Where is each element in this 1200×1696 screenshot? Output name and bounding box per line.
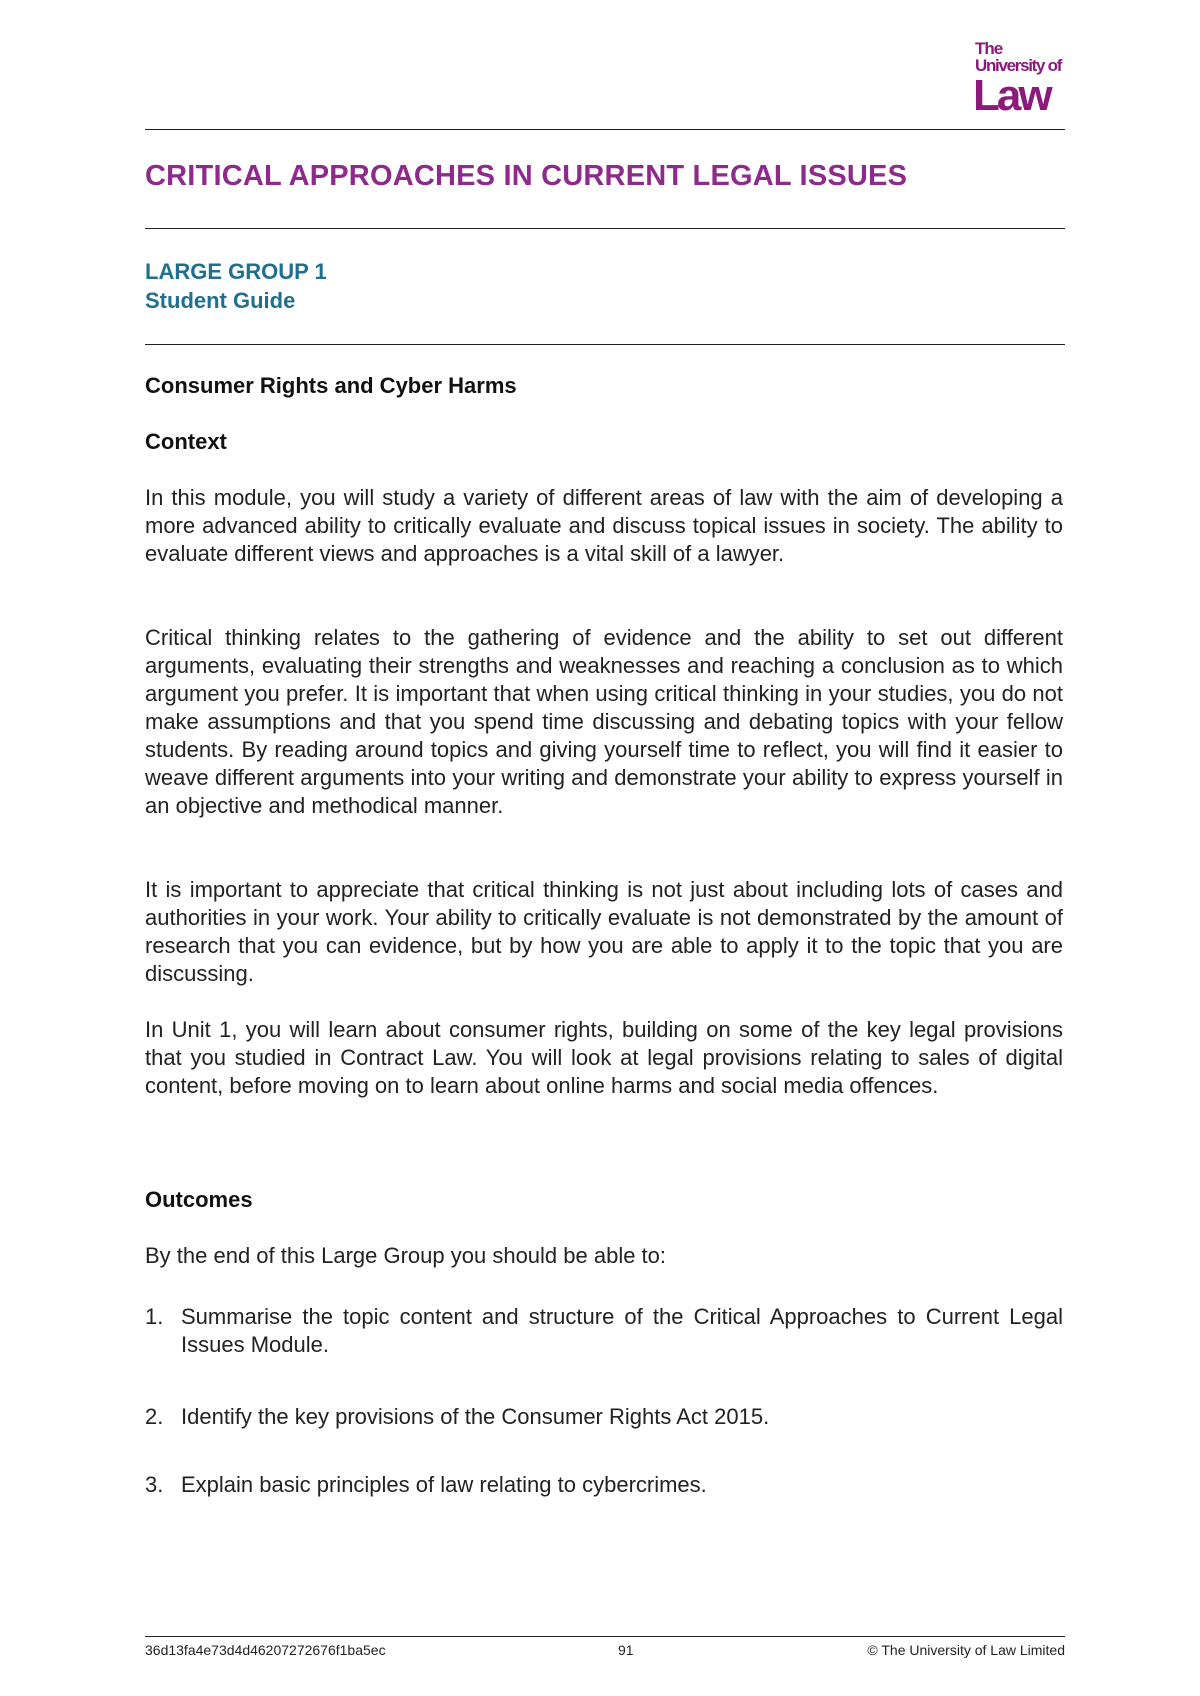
- outcome-number: 3.: [145, 1472, 164, 1497]
- logo-line-1: The: [975, 39, 1003, 58]
- university-logo: [973, 39, 1070, 120]
- outcome-number: 2.: [145, 1404, 164, 1429]
- topic-heading: Consumer Rights and Cyber Harms: [145, 373, 517, 398]
- outcomes-heading: Outcomes: [145, 1187, 253, 1212]
- header-divider-middle: [145, 228, 1065, 229]
- footer-doc-id: 36d13fa4e73d4d46207272676f1ba5ec: [145, 1642, 386, 1658]
- logo-line-3: Law: [973, 71, 1050, 120]
- context-paragraph-3: It is important to appreciate that critical thinking is not just about including lots of cases and authorities in your work. Your ability to critically evaluate is not demonstrated by the amount of research that you can evidence, but by how you are able to apply it to the topic that you are discussing.: [145, 877, 1063, 986]
- outcome-text: Explain basic principles of law relating to cybercrimes.: [181, 1472, 707, 1497]
- outcome-text: Identify the key provisions of the Consumer Rights Act 2015.: [181, 1404, 770, 1429]
- footer-divider: [145, 1636, 1065, 1637]
- outcome-number: 1.: [145, 1304, 164, 1329]
- guide-label: Student Guide: [145, 288, 296, 313]
- document-title: CRITICAL APPROACHES IN CURRENT LEGAL ISSUES: [145, 160, 908, 192]
- context-paragraph-2: Critical thinking relates to the gathering of evidence and the ability to set out different arguments, evaluating their strengths and weaknesses and reaching a conclusion as to which argument you prefer. It is important that when using critical thinking in your studies, you do not make assumptions and that you spend time discussing and debating topics with your fellow students. By reading around topics and giving yourself time to reflect, you will find it easier to weave different arguments into your writing and demonstrate your ability to express yourself in an objective and methodical manner.: [145, 625, 1063, 818]
- group-label: LARGE GROUP 1: [145, 259, 327, 284]
- outcomes-intro: By the end of this Large Group you should be able to:: [145, 1243, 667, 1268]
- subtitle-block: [145, 257, 327, 315]
- context-heading: Context: [145, 429, 227, 454]
- context-paragraph-4: In Unit 1, you will learn about consumer rights, building on some of the key legal provisions that you studied in Contract Law. You will look at legal provisions relating to sales of digital content, before moving on to learn about online harms and social media offences.: [145, 1017, 1063, 1098]
- header-divider-bottom: [145, 344, 1065, 345]
- outcome-text: Summarise the topic content and structure of the Critical Approaches to Current Legal Issues Module.: [181, 1304, 1063, 1357]
- header-divider-top: [145, 129, 1065, 130]
- logo-line-2: University of: [975, 56, 1062, 75]
- footer-page-number: 91: [618, 1642, 634, 1658]
- footer-copyright: © The University of Law Limited: [867, 1642, 1065, 1658]
- context-paragraph-1: In this module, you will study a variety of different areas of law with the aim of developing a more advanced ability to critically evaluate and discuss topical issues in society. The ability to evaluate different views and approaches is a vital skill of a lawyer.: [145, 485, 1063, 566]
